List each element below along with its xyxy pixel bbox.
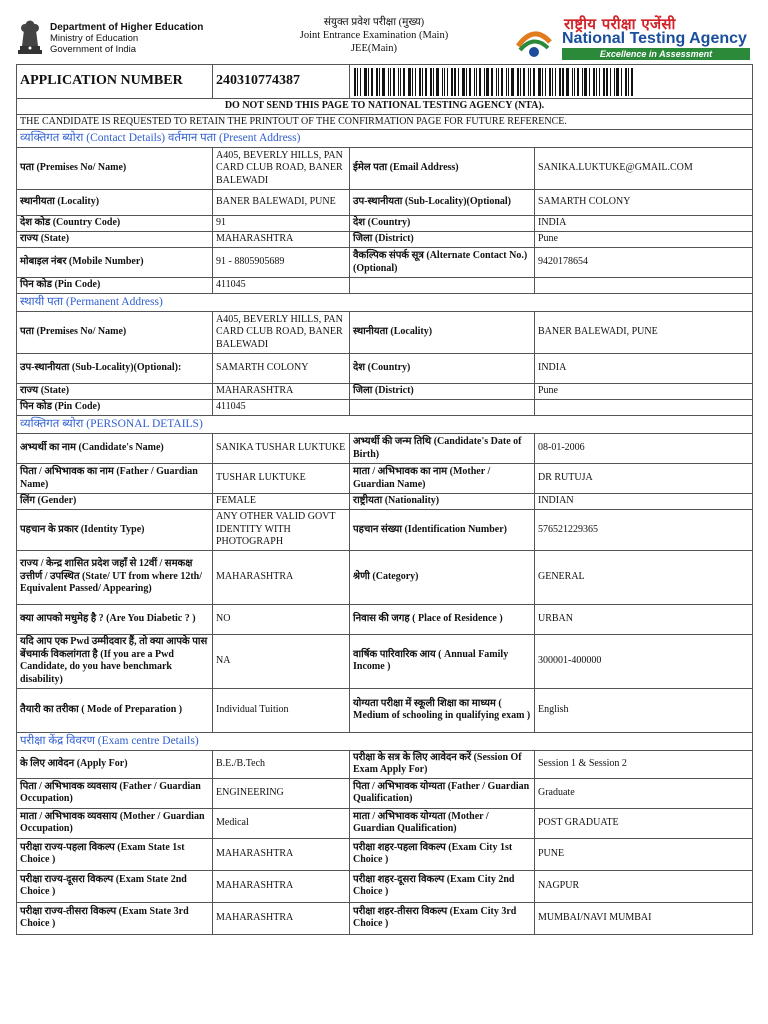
field-value: 411045	[213, 278, 350, 294]
field-label: राज्य (State)	[17, 384, 213, 400]
field-label: श्रेणी (Category)	[350, 550, 535, 604]
field-label: देश कोड (Country Code)	[17, 216, 213, 232]
nta-name-english: National Testing Agency	[562, 30, 747, 47]
table-row	[17, 354, 753, 384]
application-number-row	[17, 65, 753, 99]
field-value: MAHARASHTRA	[213, 870, 350, 902]
field-label: राष्ट्रीयता (Nationality)	[350, 494, 535, 510]
field-label: के लिए आवेदन (Apply For)	[17, 750, 213, 778]
field-value: B.E./B.Tech	[213, 750, 350, 778]
table-row	[17, 688, 753, 732]
table-row	[17, 464, 753, 494]
field-label	[350, 400, 535, 416]
field-value: 9420178654	[535, 248, 753, 278]
field-value: DR RUTUJA	[535, 464, 753, 494]
field-label: पिन कोड (Pin Code)	[17, 278, 213, 294]
field-value	[535, 278, 753, 294]
field-value: URBAN	[535, 604, 753, 634]
field-label: पता (Premises No/ Name)	[17, 312, 213, 354]
field-label: ईमेल पता (Email Address)	[350, 148, 535, 190]
field-value: MAHARASHTRA	[213, 232, 350, 248]
field-label: अभ्यर्थी का नाम (Candidate's Name)	[17, 434, 213, 464]
field-label: उप-स्थानीयता (Sub-Locality)(Optional):	[17, 354, 213, 384]
table-row	[17, 550, 753, 604]
confirmation-table	[16, 64, 753, 935]
field-value	[535, 400, 753, 416]
table-row	[17, 870, 753, 902]
field-value: 576521229365	[535, 510, 753, 551]
field-label: स्थानीयता (Locality)	[17, 190, 213, 216]
field-value: SANIKA TUSHAR LUKTUKE	[213, 434, 350, 464]
exam-title	[246, 16, 502, 55]
table-row	[17, 148, 753, 190]
nta-tagline: Excellence in Assessment	[562, 48, 750, 60]
field-label: जिला (District)	[350, 232, 535, 248]
field-label: योग्यता परीक्षा में स्कूली शिक्षा का माध्यम ( Medium of schooling in qualifying exam )	[350, 688, 535, 732]
do-not-send-notice: DO NOT SEND THIS PAGE TO NATIONAL TESTING AGENCY (NTA).	[17, 99, 753, 115]
page-header	[16, 14, 752, 62]
table-row	[17, 400, 753, 416]
field-label: माता / अभिभावक व्यवसाय (Mother / Guardian Occupation)	[17, 808, 213, 838]
dept-title: Department of Higher Education	[50, 22, 204, 33]
field-label: परीक्षा शहर-पहला विकल्प (Exam City 1st Choice )	[350, 838, 535, 870]
table-row	[17, 248, 753, 278]
section-header-present-address	[17, 130, 753, 148]
table-row	[17, 838, 753, 870]
field-value: MAHARASHTRA	[213, 384, 350, 400]
national-emblem-icon	[16, 16, 44, 56]
table-row	[17, 494, 753, 510]
field-value: MAHARASHTRA	[213, 902, 350, 934]
exam-title-english: Joint Entrance Examination (Main)	[299, 30, 449, 41]
field-value: ANY OTHER VALID GOVT IDENTITY WITH PHOTOGRAPH	[213, 510, 350, 551]
field-value: SAMARTH COLONY	[213, 354, 350, 384]
field-value: A405, BEVERLY HILLS, PAN CARD CLUB ROAD, BANER BALEWADI	[213, 148, 350, 190]
exam-title-short: JEE(Main)	[350, 43, 398, 54]
field-label: देश (Country)	[350, 354, 535, 384]
section-title: व्यक्तिगत ब्योरा (Contact Details) वर्तमान पता (Present Address)	[17, 130, 753, 148]
department-block	[50, 22, 203, 55]
field-label: पिता / अभिभावक व्यवसाय (Father / Guardian Occupation)	[17, 778, 213, 808]
table-row	[17, 604, 753, 634]
field-value: NAGPUR	[535, 870, 753, 902]
field-label: क्या आपको मधुमेह है ? (Are You Diabetic ? )	[17, 604, 213, 634]
field-value: MAHARASHTRA	[213, 838, 350, 870]
field-label: तैयारी का तरीका ( Mode of Preparation )	[17, 688, 213, 732]
field-label: निवास की जगह ( Place of Residence )	[350, 604, 535, 634]
section-title: व्यक्तिगत ब्योरा (PERSONAL DETAILS)	[17, 416, 753, 434]
field-value: English	[535, 688, 753, 732]
section-header-permanent-address	[17, 294, 753, 312]
field-value: 300001-400000	[535, 634, 753, 688]
field-label: यदि आप एक Pwd उम्मीदवार हैं, तो क्या आपके पास बेंचमार्क विकलांगता है (If you are a Pwd Candidate, do you have benchmark disability)	[17, 634, 213, 688]
table-row	[17, 278, 753, 294]
table-row	[17, 510, 753, 551]
field-label: पता (Premises No/ Name)	[17, 148, 213, 190]
field-value: ENGINEERING	[213, 778, 350, 808]
field-value: 91	[213, 216, 350, 232]
field-label: अभ्यर्थी की जन्म तिथि (Candidate's Date of Birth)	[350, 434, 535, 464]
field-label: परीक्षा राज्य-पहला विकल्प (Exam State 1st Choice )	[17, 838, 213, 870]
field-value: Pune	[535, 232, 753, 248]
application-number-label: APPLICATION NUMBER	[17, 65, 213, 99]
section-title: स्थायी पता (Permanent Address)	[17, 294, 753, 312]
field-label: पहचान संख्या (Identification Number)	[350, 510, 535, 551]
barcode-icon	[354, 68, 748, 96]
field-label: देश (Country)	[350, 216, 535, 232]
field-value: TUSHAR LUKTUKE	[213, 464, 350, 494]
table-row	[17, 312, 753, 354]
field-label: पिन कोड (Pin Code)	[17, 400, 213, 416]
field-label: जिला (District)	[350, 384, 535, 400]
nta-emblem-icon	[514, 20, 554, 60]
table-row	[17, 808, 753, 838]
section-header-exam-centre-details	[17, 732, 753, 750]
field-value: BANER BALEWADI, PUNE	[213, 190, 350, 216]
field-value: 411045	[213, 400, 350, 416]
field-value: Session 1 & Session 2	[535, 750, 753, 778]
field-value: INDIA	[535, 216, 753, 232]
field-value: GENERAL	[535, 550, 753, 604]
barcode-cell	[350, 65, 753, 99]
field-value: 91 - 8805905689	[213, 248, 350, 278]
field-label: लिंग (Gender)	[17, 494, 213, 510]
retain-printout-notice: THE CANDIDATE IS REQUESTED TO RETAIN THE PRINTOUT OF THE CONFIRMATION PAGE FOR FUTURE REFERENCE.	[17, 114, 753, 130]
field-value: MAHARASHTRA	[213, 550, 350, 604]
field-value: 08-01-2006	[535, 434, 753, 464]
field-value: PUNE	[535, 838, 753, 870]
section-header-personal-details	[17, 416, 753, 434]
field-value: POST GRADUATE	[535, 808, 753, 838]
field-value: NA	[213, 634, 350, 688]
nta-name-hindi: राष्ट्रीय परीक्षा एजेंसी	[564, 15, 676, 33]
field-label: परीक्षा राज्य-तीसरा विकल्प (Exam State 3rd Choice )	[17, 902, 213, 934]
exam-title-hindi: संयुक्त प्रवेश परीक्षा (मुख्य)	[323, 17, 425, 28]
field-value: NO	[213, 604, 350, 634]
field-value: A405, BEVERLY HILLS, PAN CARD CLUB ROAD, BANER BALEWADI	[213, 312, 350, 354]
field-label: वैकल्पिक संपर्क सूत्र (Alternate Contact No.) (Optional)	[350, 248, 535, 278]
field-label: माता / अभिभावक का नाम (Mother / Guardian Name)	[350, 464, 535, 494]
field-value: Graduate	[535, 778, 753, 808]
field-label: वार्षिक पारिवारिक आय ( Annual Family Income )	[350, 634, 535, 688]
field-label: राज्य / केन्द्र शासित प्रदेश जहाँ से 12वीं / समकक्ष उत्तीर्ण / उपस्थित (State/ UT from where 12th/ Equivalent Passed/ Appearing)	[17, 550, 213, 604]
section-title: परीक्षा केंद्र विवरण (Exam centre Details)	[17, 732, 753, 750]
field-label: मोबाइल नंबर (Mobile Number)	[17, 248, 213, 278]
field-value: INDIAN	[535, 494, 753, 510]
field-value: SAMARTH COLONY	[535, 190, 753, 216]
field-value: FEMALE	[213, 494, 350, 510]
field-value: Individual Tuition	[213, 688, 350, 732]
application-number-value: 240310774387	[213, 65, 350, 99]
table-row	[17, 384, 753, 400]
field-value: MUMBAI/NAVI MUMBAI	[535, 902, 753, 934]
notice-row-1	[17, 99, 753, 115]
government-name: Government of India	[50, 44, 137, 55]
field-label: स्थानीयता (Locality)	[350, 312, 535, 354]
table-row	[17, 634, 753, 688]
table-row	[17, 902, 753, 934]
field-value: Medical	[213, 808, 350, 838]
table-row	[17, 190, 753, 216]
table-row	[17, 434, 753, 464]
nta-logo	[514, 14, 750, 62]
table-row	[17, 232, 753, 248]
field-label: राज्य (State)	[17, 232, 213, 248]
field-label: पहचान के प्रकार (Identity Type)	[17, 510, 213, 551]
field-value: BANER BALEWADI, PUNE	[535, 312, 753, 354]
notice-row-2	[17, 114, 753, 130]
table-row	[17, 778, 753, 808]
field-value: SANIKA.LUKTUKE@GMAIL.COM	[535, 148, 753, 190]
field-label: पिता / अभिभावक का नाम (Father / Guardian Name)	[17, 464, 213, 494]
field-value: INDIA	[535, 354, 753, 384]
field-value: Pune	[535, 384, 753, 400]
field-label: माता / अभिभावक योग्यता (Mother / Guardian Qualification)	[350, 808, 535, 838]
field-label	[350, 278, 535, 294]
ministry-name: Ministry of Education	[50, 33, 139, 44]
field-label: पिता / अभिभावक योग्यता (Father / Guardian Qualification)	[350, 778, 535, 808]
field-label: परीक्षा राज्य-दूसरा विकल्प (Exam State 2nd Choice )	[17, 870, 213, 902]
field-label: परीक्षा शहर-दूसरा विकल्प (Exam City 2nd Choice )	[350, 870, 535, 902]
table-row	[17, 750, 753, 778]
table-row	[17, 216, 753, 232]
field-label: उप-स्थानीयता (Sub-Locality)(Optional)	[350, 190, 535, 216]
field-label: परीक्षा के सत्र के लिए आवेदन करें (Session Of Exam Apply For)	[350, 750, 535, 778]
field-label: परीक्षा शहर-तीसरा विकल्प (Exam City 3rd Choice )	[350, 902, 535, 934]
